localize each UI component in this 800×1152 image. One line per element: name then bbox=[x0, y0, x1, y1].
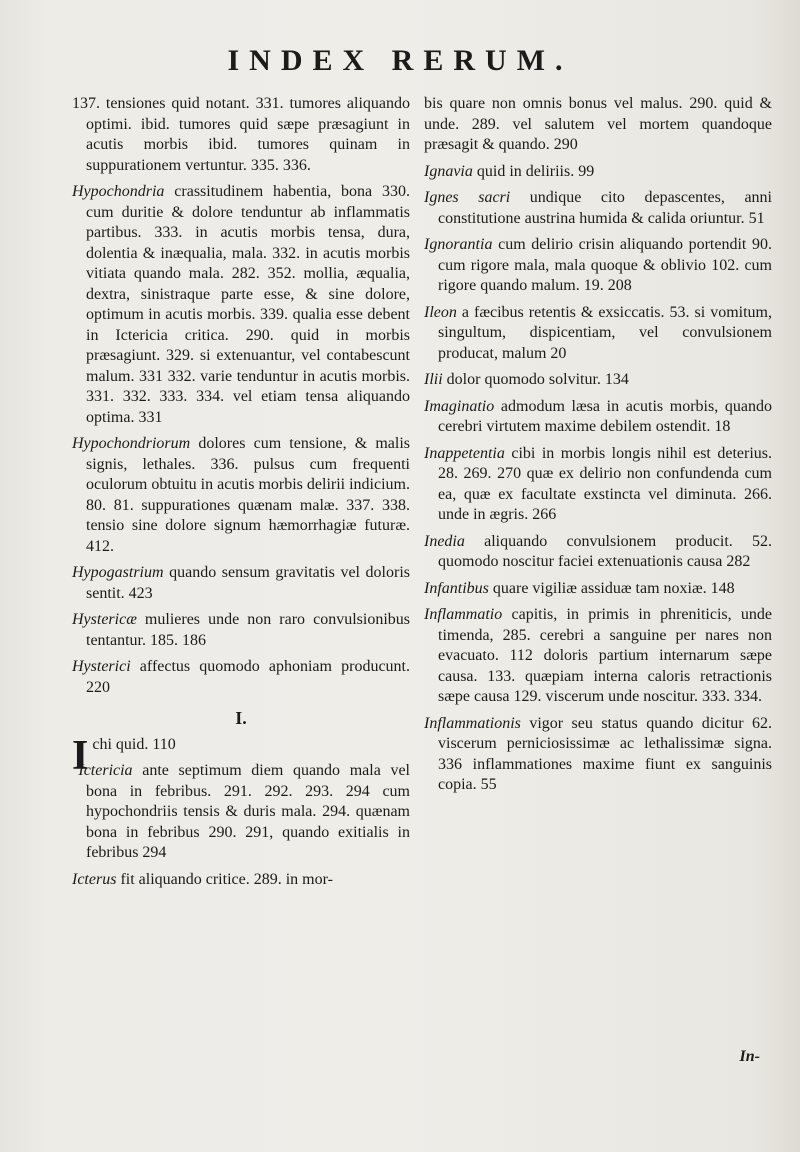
left-column bbox=[72, 94, 410, 896]
entry-headword: Hypochondria bbox=[72, 183, 165, 200]
index-entry bbox=[72, 870, 410, 891]
dropcap-entry-text: chi quid. 110 bbox=[92, 735, 176, 753]
entry-text: ante septimum diem quando mala vel bona in febribus. 291. 292. 293. 294 cum hypochondriis tensis & duris mala. 294. quænam bona in febribus 290. 291, quando exitialis in febribus 294 bbox=[86, 762, 410, 861]
section-letter: I. bbox=[235, 708, 247, 728]
entry-text: affectus quomodo aphoniam producunt. 220 bbox=[86, 658, 410, 696]
index-entry bbox=[424, 188, 772, 229]
right-column bbox=[424, 94, 772, 802]
entry-text: aliquando convulsionem producit. 52. quomodo noscitur faciei extenuationis causa 282 bbox=[438, 532, 772, 570]
entry-headword: Inflammationis bbox=[424, 714, 521, 732]
entry-text: dolor quomodo solvitur. 134 bbox=[442, 371, 629, 388]
index-entry bbox=[424, 162, 772, 183]
entry-headword: Hypochondriorum bbox=[72, 435, 191, 452]
index-entry bbox=[424, 579, 772, 600]
entry-headword: Ictericia bbox=[78, 762, 133, 779]
index-entry bbox=[424, 532, 772, 573]
entry-headword: Hysterici bbox=[72, 658, 131, 675]
index-entry bbox=[424, 303, 772, 365]
index-entry bbox=[72, 563, 410, 604]
entry-text: crassitudinem habentia, bona 330. cum duritie & dolore tenduntur ab inflammatis partibus. 333. in acutis morbis tensa, dura, dolentia & inæqualia, mala. 332. in acutis morbis vitiata quando mala. 282. 352. mollia, æqualia, dextra, sinistraque parte esse, & sine dolore, optimum in acutis morbis. 339. qualia esse debent in Ictericia critica. 290. quid in morbis præsagiunt. 329. si extenuantur, vel contabescunt malum. 331 332. varie tenduntur in acutis morbis. 331. 332. 333. 334. vel etiam tensa aliquando optima. 331 bbox=[86, 183, 410, 426]
entry-headword: Ileon bbox=[424, 303, 457, 321]
index-entry bbox=[424, 605, 772, 708]
entry-headword: Icterus bbox=[72, 870, 117, 888]
entry-text: fit aliquando critice. 289. in mor- bbox=[116, 870, 333, 888]
entry-text: cibi in morbis longis nihil est deterius. 28. 269. 270 quæ ex delirio non confundenda cum ea, quæ ex facultate exstincta vel diminuta. 266. unde in ægris. 266 bbox=[438, 444, 772, 523]
index-entry bbox=[72, 610, 410, 651]
entry-text: vigor seu status quando dicitur 62. viscerum perniciosissimæ ac lethalissimæ signa. 336 inflammationes maxime fiunt ex sanguinis copia. 55 bbox=[438, 714, 772, 793]
catchword: In- bbox=[739, 1048, 760, 1065]
entry-headword: Inappetentia bbox=[424, 444, 505, 462]
index-entry bbox=[72, 94, 410, 176]
index-entry bbox=[424, 370, 772, 391]
entry-text: quare vigiliæ assiduæ tam noxiæ. 148 bbox=[488, 579, 735, 597]
index-entry bbox=[72, 182, 410, 428]
entry-text: cum delirio crisin aliquando portendit 90. cum rigore mala, mala quoque & oblivio 102. cum rigore quando malum. 19. 208 bbox=[438, 236, 772, 294]
entry-text: admodum læsa in acutis morbis, quando cerebri virtutem maxime debilem ostendit. 18 bbox=[438, 397, 772, 435]
entry-text: undique cito depascentes, anni constitutione austrina humida & calida oriuntur. 51 bbox=[438, 189, 773, 227]
left-entries-after-list bbox=[72, 761, 410, 890]
entry-headword: Hypogastrium bbox=[72, 564, 164, 581]
entry-headword: Inedia bbox=[424, 532, 465, 550]
index-entry bbox=[424, 397, 772, 438]
entry-text: quando sensum gravitatis vel doloris sentit. 423 bbox=[86, 564, 410, 602]
entry-text: capitis, in primis in phreniticis, unde timenda, 285. cerebri a sanguine per nares non evacuato. 112 doloris partium internarum sæpe causa. 133. quæpiam interna caloris retractionis sæpe causa 129. viscerum unde noscitur. 333. 334. bbox=[438, 606, 772, 705]
entry-headword: Inflammatio bbox=[424, 606, 503, 623]
entry-headword: Ignavia bbox=[424, 162, 473, 180]
entry-headword: Ilii bbox=[424, 371, 443, 388]
entry-headword: Ignes sacri bbox=[424, 189, 511, 206]
entry-headword: Hystericæ bbox=[72, 611, 137, 628]
entry-text: a fæcibus retentis & exsiccatis. 53. si vomitum, singultum, dispicentiam, vel convulsionem producat, malum 20 bbox=[438, 303, 772, 362]
right-entries-list bbox=[424, 162, 772, 796]
entry-text: dolores cum tensione, & malis signis, lethales. 336. pulsus cum frequenti oculorum obtuitu in acutis morbis delirii indicium. 80. 81. suppurationes quænam malæ. 337. 338. tensio sine dolore signum hæmorrhagiæ futuræ. 412. bbox=[86, 435, 410, 555]
running-head: INDEX RERUM. bbox=[227, 44, 573, 77]
entry-headword: Infantibus bbox=[424, 579, 489, 597]
entry-headword: Ignorantia bbox=[424, 236, 493, 253]
left-entries-list bbox=[72, 94, 410, 698]
entry-headword: Imaginatio bbox=[424, 397, 495, 415]
index-entry bbox=[424, 235, 772, 297]
entry-text: quid in deliriis. 99 bbox=[472, 162, 595, 180]
index-entry bbox=[424, 444, 772, 526]
index-entry bbox=[72, 761, 410, 864]
index-entry bbox=[72, 657, 410, 698]
continuation-entry: bis quare non omnis bonus vel malus. 290. quid & unde. 289. vel salutem vel mortem quandoque præsagit & quando. 290 bbox=[424, 95, 772, 153]
entry-text: mulieres unde non raro convulsionibus tentantur. 185. 186 bbox=[86, 611, 410, 649]
entry-text: 137. tensiones quid notant. 331. tumores aliquando optimi. ibid. tumores quid sæpe præsagiunt in acutis morbis ibid. tumores quinam in suppurationem vertuntur. 335. 336. bbox=[72, 95, 410, 174]
index-entry bbox=[424, 714, 772, 796]
index-entry bbox=[72, 434, 410, 557]
drop-capital: I bbox=[72, 732, 89, 779]
